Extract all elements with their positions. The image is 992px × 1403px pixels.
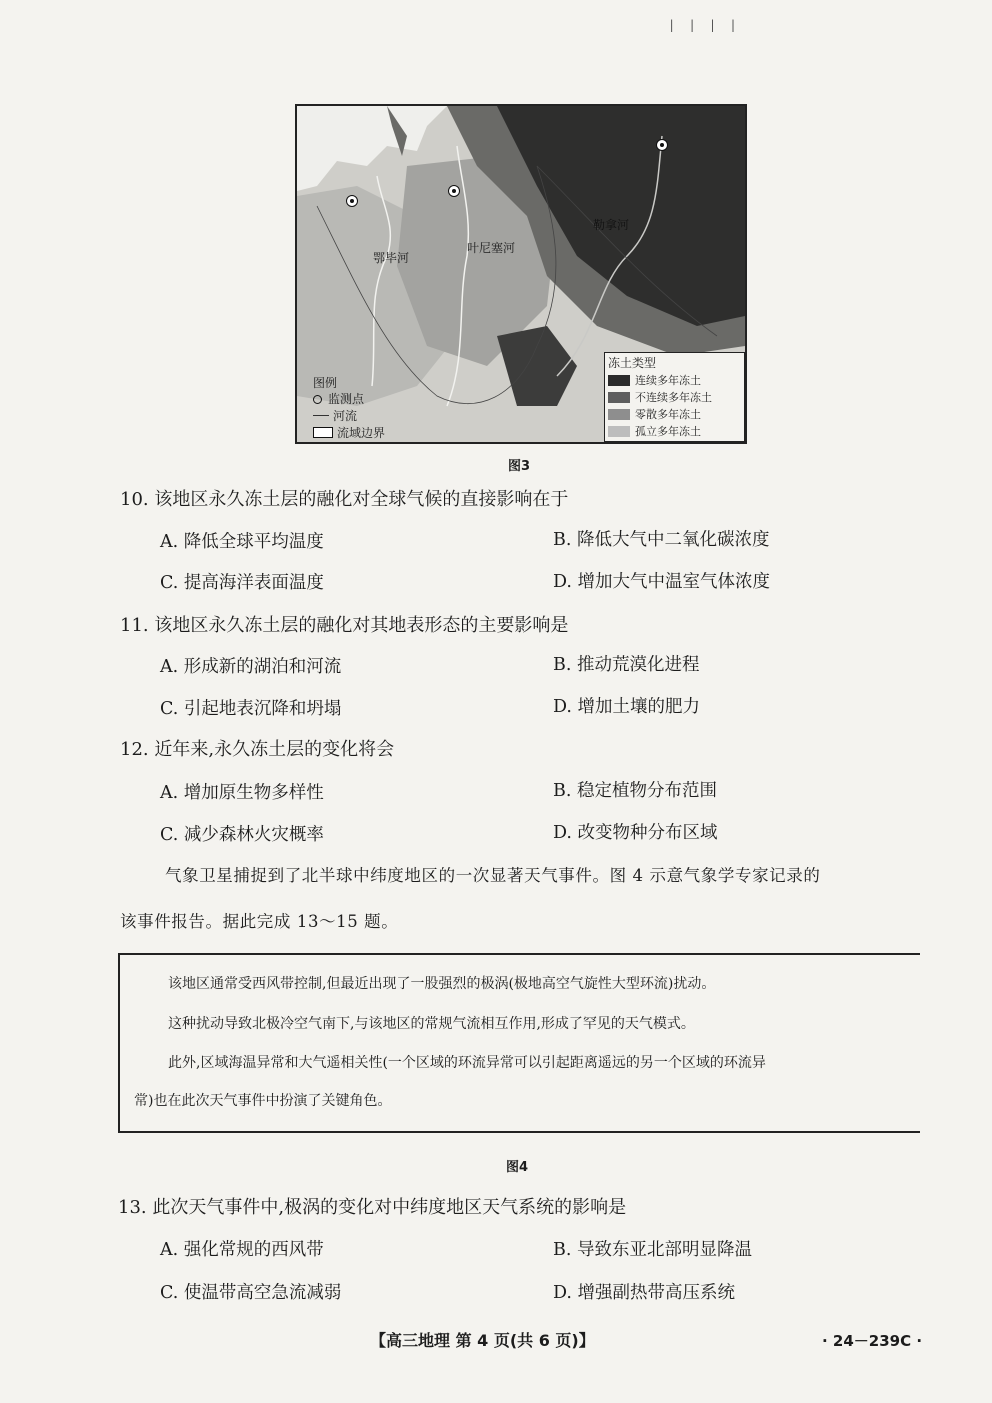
legend-row — [608, 372, 701, 388]
monitoring-point-icon — [313, 395, 322, 404]
legend-item-monitoring — [313, 390, 364, 407]
legend-title: 图例 — [313, 376, 338, 390]
monitoring-point-icon — [656, 139, 668, 151]
legend-label: 监测点 — [328, 392, 365, 406]
page-footer-title: 【高三地理 第 4 页(共 6 页)】 — [370, 1331, 595, 1350]
q10-option-d[interactable]: D. 增加大气中温室气体浓度 — [553, 572, 771, 592]
intro-line-2: 该事件报告。据此完成 13～15 题。 — [120, 912, 399, 931]
river-label-ob: 鄂毕河 — [373, 251, 410, 265]
swatch-isolated — [608, 426, 630, 437]
weather-report-box — [118, 953, 920, 1133]
swatch-discontinuous — [608, 392, 630, 403]
legend-label: 不连续多年冻土 — [635, 391, 712, 404]
legend-row — [608, 406, 701, 422]
q10-option-b[interactable]: B. 降低大气中二氧化碳浓度 — [553, 530, 770, 550]
q10-option-c[interactable]: C. 提高海洋表面温度 — [160, 573, 324, 593]
river-line-icon — [313, 415, 329, 416]
legend-row — [608, 423, 701, 439]
intro-line-1: 气象卫星捕捉到了北半球中纬度地区的一次显著天气事件。图 4 示意气象学专家记录的 — [165, 866, 821, 885]
report-line-3: 此外,区域海温异常和大气遥相关性(一个区域的环流异常可以引起距离遥远的另一个区域的环流异 — [168, 1055, 766, 1071]
legend-item-boundary — [313, 424, 385, 441]
q12-option-a[interactable]: A. 增加原生物多样性 — [160, 783, 324, 803]
q13-option-c[interactable]: C. 使温带高空急流减弱 — [160, 1283, 342, 1303]
monitoring-point-icon — [346, 195, 358, 207]
report-line-2: 这种扰动导致北极冷空气南下,与该地区的常规气流相互作用,形成了罕见的天气模式。 — [168, 1016, 695, 1032]
question-10-stem: 10. 该地区永久冻土层的融化对全球气候的直接影响在于 — [120, 489, 569, 510]
figure3-caption: 图3 — [508, 459, 531, 474]
river-label-lena: 勒拿河 — [593, 218, 630, 232]
q12-option-c[interactable]: C. 减少森林火灾概率 — [160, 825, 324, 845]
page-code: · 24－239C · — [822, 1332, 923, 1350]
permafrost-map — [295, 104, 747, 444]
q12-option-d[interactable]: D. 改变物种分布区域 — [553, 823, 718, 843]
report-line-1: 该地区通常受西风带控制,但最近出现了一股强烈的极涡(极地高空气旋性大型环流)扰动。 — [168, 976, 716, 992]
q11-option-c[interactable]: C. 引起地表沉降和坍塌 — [160, 699, 342, 719]
question-11-stem: 11. 该地区永久冻土层的融化对其地表形态的主要影响是 — [120, 615, 569, 636]
legend-label: 连续多年冻土 — [635, 374, 701, 387]
monitoring-point-icon — [448, 185, 460, 197]
question-13-stem: 13. 此次天气事件中,极涡的变化对中纬度地区天气系统的影响是 — [118, 1197, 627, 1218]
q10-option-a[interactable]: A. 降低全球平均温度 — [160, 532, 324, 552]
q12-option-b[interactable]: B. 稳定植物分布范围 — [553, 781, 717, 801]
legend-right-title: 冻土类型 — [608, 356, 657, 370]
q13-option-a[interactable]: A. 强化常规的西风带 — [160, 1240, 324, 1260]
q13-option-d[interactable]: D. 增强副热带高压系统 — [553, 1283, 736, 1303]
figure4-caption: 图4 — [506, 1160, 529, 1175]
river-label-yenisei: 叶尼塞河 — [467, 241, 516, 255]
legend-item-river — [313, 407, 357, 424]
report-line-4: 常)也在此次天气事件中扮演了关键角色。 — [134, 1093, 392, 1109]
swatch-continuous — [608, 375, 630, 386]
q11-option-d[interactable]: D. 增加土壤的肥力 — [553, 697, 701, 717]
legend-row — [608, 389, 712, 405]
legend-label: 孤立多年冻土 — [635, 425, 701, 438]
question-12-stem: 12. 近年来,永久冻土层的变化将会 — [120, 739, 395, 760]
legend-label: 流域边界 — [337, 426, 386, 440]
legend-label: 河流 — [333, 409, 358, 423]
q13-option-b[interactable]: B. 导致东亚北部明显降温 — [553, 1240, 752, 1260]
permafrost-legend — [604, 352, 745, 442]
q11-option-b[interactable]: B. 推动荒漠化进程 — [553, 655, 700, 675]
legend-label: 零散多年冻土 — [635, 408, 701, 421]
boundary-box-icon — [313, 427, 333, 438]
swatch-sporadic — [608, 409, 630, 420]
q11-option-a[interactable]: A. 形成新的湖泊和河流 — [160, 657, 342, 677]
scan-mark: | | | | — [668, 18, 740, 32]
